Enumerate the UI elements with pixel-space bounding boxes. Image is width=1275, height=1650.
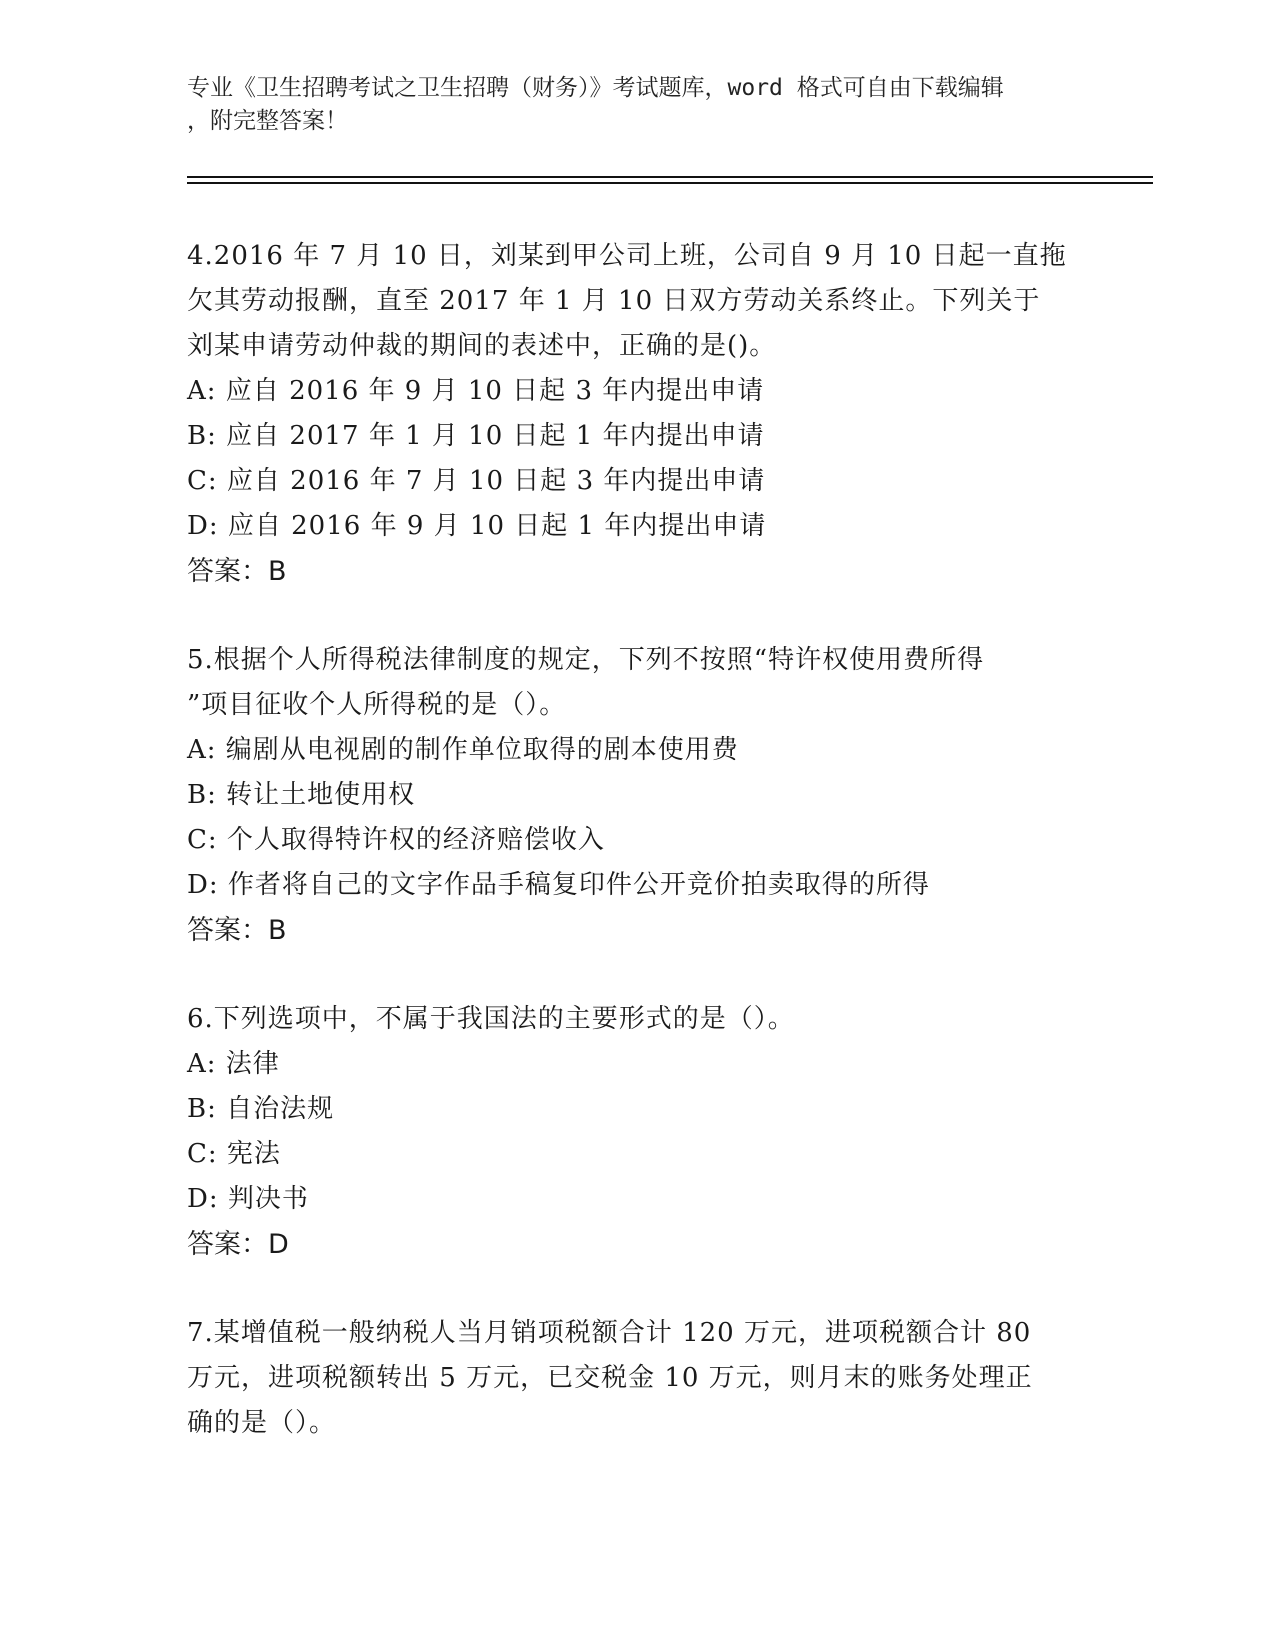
header-rule-bottom [187, 182, 1153, 184]
question-stem: 5.根据个人所得税法律制度的规定，下列不按照“特许权使用费所得 [187, 645, 985, 675]
answer: 答案：D [187, 1229, 289, 1260]
option-b: B: 转让土地使用权 [187, 780, 416, 810]
question-6 [187, 997, 1077, 1267]
question-stem: 确的是（）。 [187, 1408, 337, 1438]
question-stem: 欠其劳动报酬，直至 2017 年 1 月 10 日双方劳动关系终止。下列关于 [187, 286, 1041, 316]
option-c: C: 个人取得特许权的经济赔偿收入 [187, 825, 605, 855]
document-header [187, 72, 1067, 138]
option-c: C: 应自 2016 年 7 月 10 日起 3 年内提出申请 [187, 466, 766, 496]
question-4 [187, 234, 1077, 594]
option-c: C: 宪法 [187, 1139, 281, 1169]
question-stem: 7.某增值税一般纳税人当月销项税额合计 120 万元，进项税额合计 80 [187, 1318, 1032, 1348]
question-5 [187, 638, 1077, 953]
option-a: A: 法律 [187, 1049, 280, 1079]
option-d: D: 作者将自己的文字作品手稿复印件公开竞价拍卖取得的所得 [187, 870, 930, 900]
question-stem: 6.下列选项中，不属于我国法的主要形式的是（）。 [187, 1004, 795, 1034]
header-rule-top [187, 176, 1153, 178]
answer: 答案：B [187, 556, 287, 587]
question-list [187, 234, 1077, 1490]
option-b: B: 应自 2017 年 1 月 10 日起 1 年内提出申请 [187, 421, 765, 451]
question-stem: 刘某申请劳动仲裁的期间的表述中，正确的是()。 [187, 331, 777, 361]
header-line-2: ，附完整答案！ [187, 108, 348, 134]
answer: 答案：B [187, 915, 287, 946]
option-b: B: 自治法规 [187, 1094, 335, 1124]
header-line-1: 专业《卫生招聘考试之卫生招聘（财务）》考试题库，word 格式可自由下载编辑 [187, 75, 1004, 101]
option-d: D: 应自 2016 年 9 月 10 日起 1 年内提出申请 [187, 511, 767, 541]
option-a: A: 编剧从电视剧的制作单位取得的剧本使用费 [187, 735, 739, 765]
option-a: A: 应自 2016 年 9 月 10 日起 3 年内提出申请 [187, 376, 765, 406]
option-d: D: 判决书 [187, 1184, 309, 1214]
question-stem: ”项目征收个人所得税的是（）。 [187, 690, 567, 720]
question-7 [187, 1311, 1077, 1446]
question-stem: 万元，进项税额转出 5 万元，已交税金 10 万元，则月末的账务处理正 [187, 1363, 1033, 1393]
question-stem: 4.2016 年 7 月 10 日，刘某到甲公司上班，公司自 9 月 10 日起一直拖 [187, 241, 1067, 271]
